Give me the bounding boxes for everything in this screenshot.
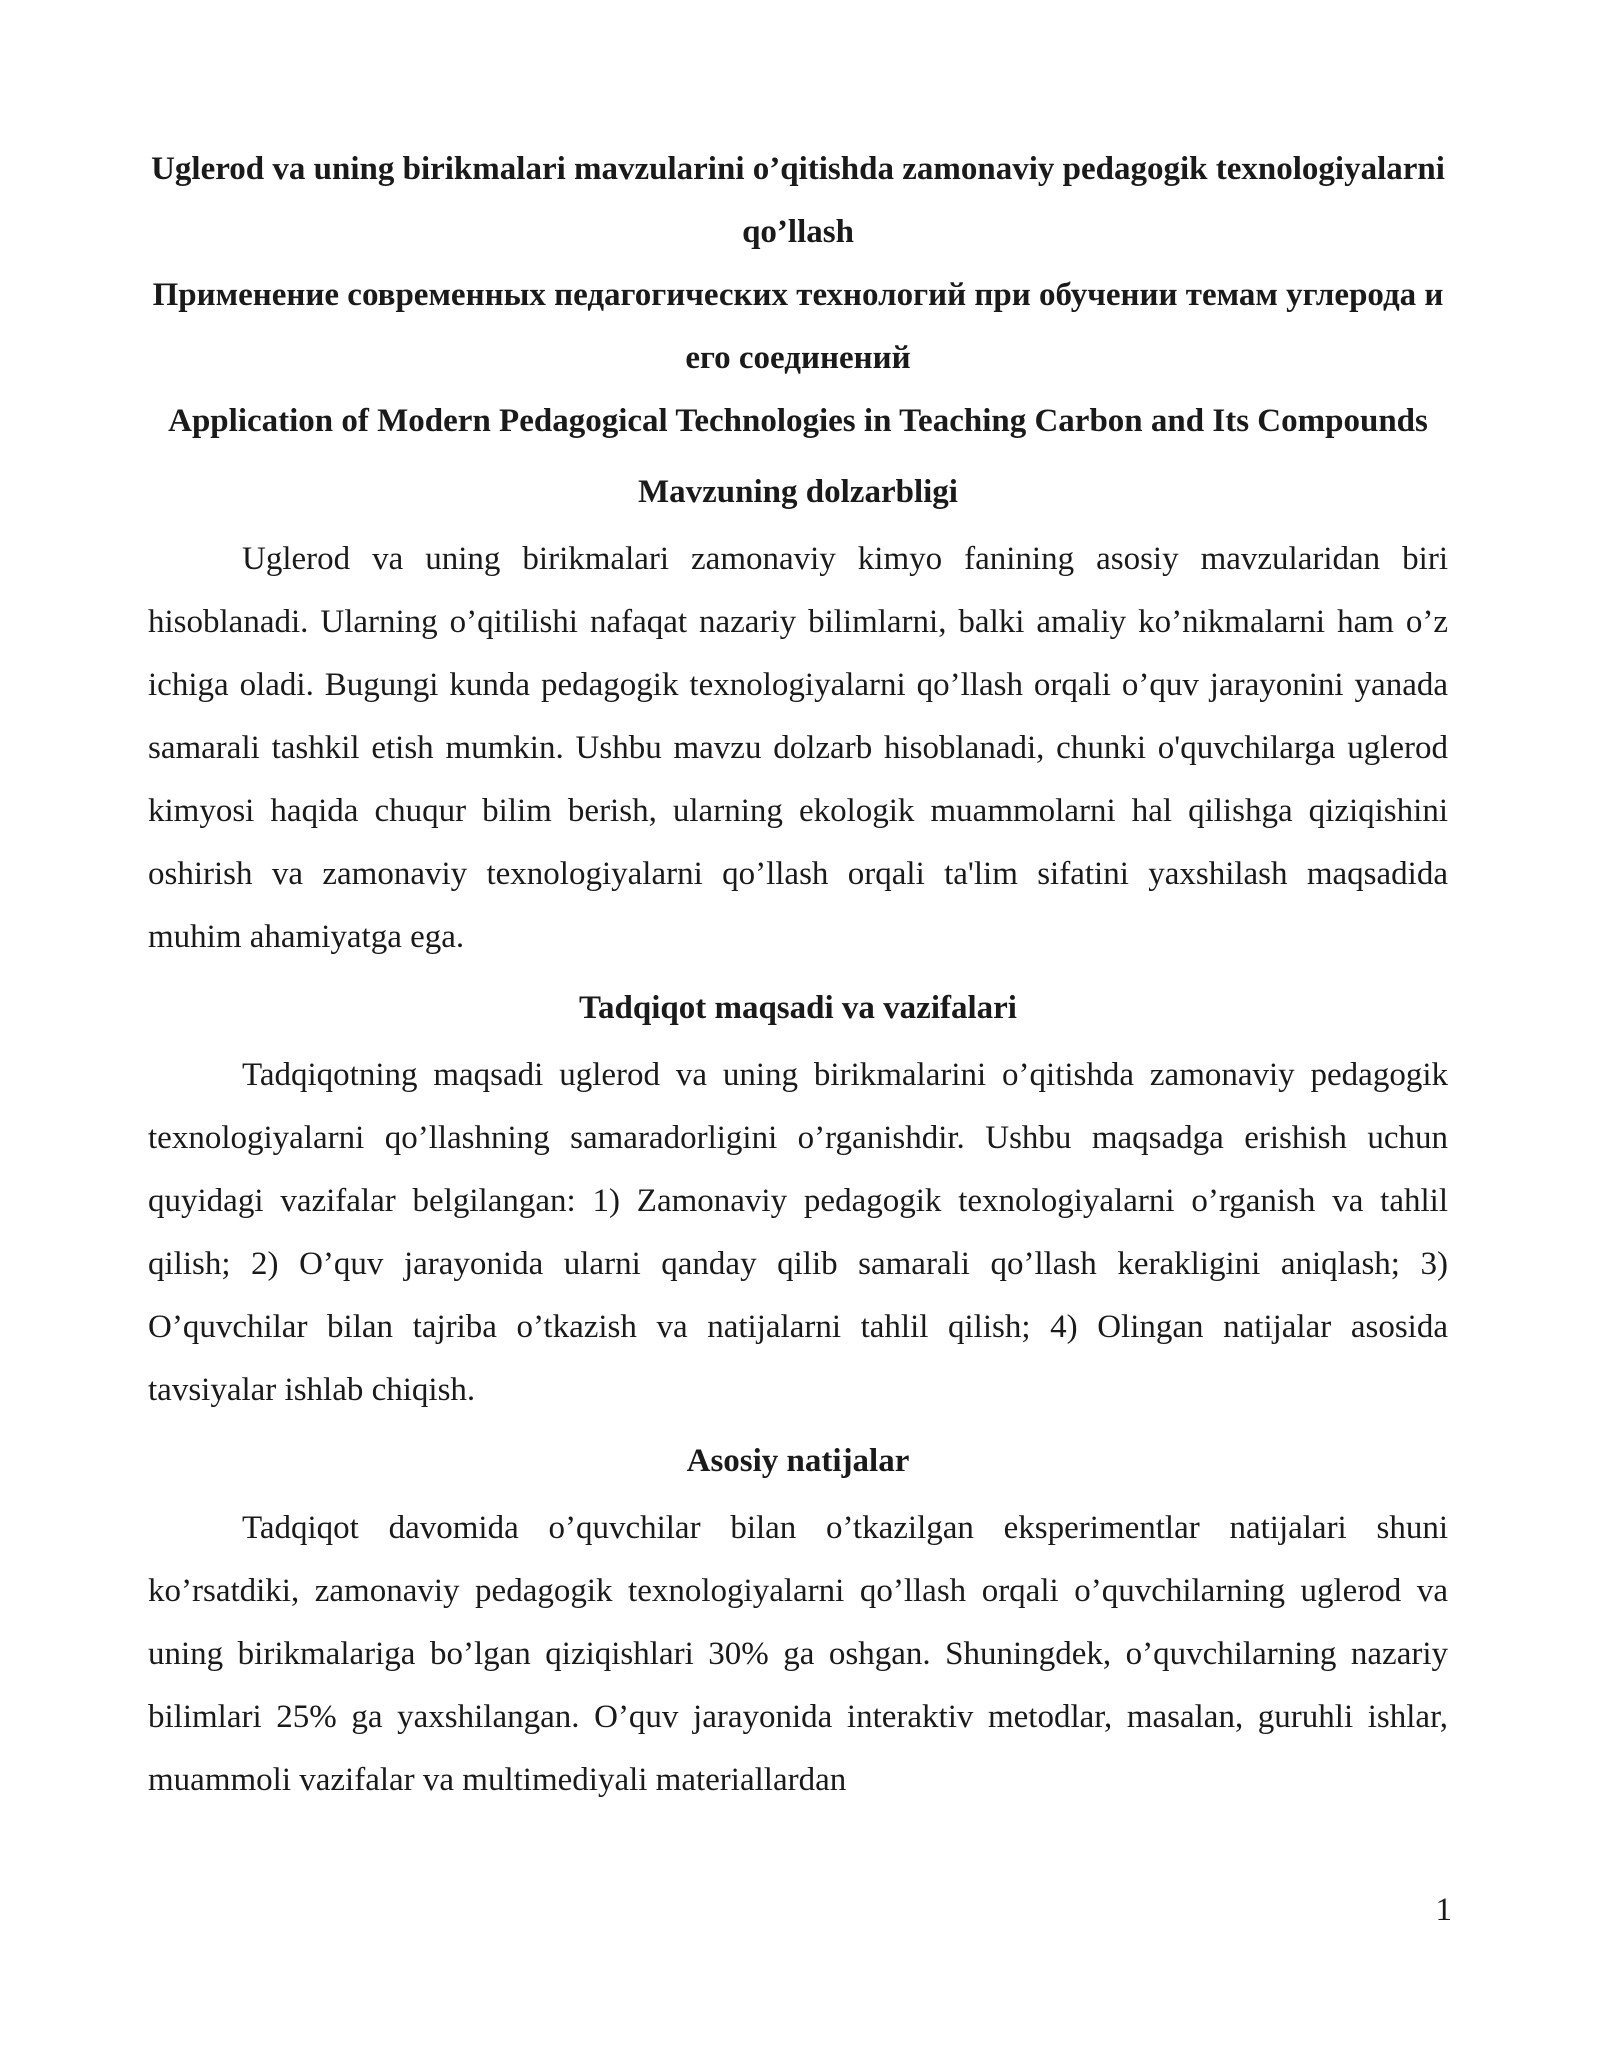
title-uzbek: Uglerod va uning birikmalari mavzularini o’qitishda zamonaviy pedagogik texnologiyalarni qo’llash bbox=[151, 151, 1445, 250]
title-russian: Применение современных педагогических технологий при обучении темам углерода и его соединений bbox=[152, 277, 1444, 376]
section-paragraph-goals: Tadqiqotning maqsadi uglerod va uning birikmalarini o’qitishda zamonaviy pedagogik texnologiyalarni qo’llashning samaradorligini o’rganishdir. Ushbu maqsadga erishish uchun quyidagi vazifalar belgilangan: 1) Zamonaviy pedagogik texnologiyalarni o’rganish va tahlil qilish; 2) O’quv jarayonida ularni qanday qilib samarali qo’llash kerakligini aniqlash; 3) O’quvchilar bilan tajriba o’tkazish va natijalarni tahlil qilish; 4) Olingan natijalar asosida tavsiyalar ishlab chiqish. bbox=[148, 1057, 1448, 1408]
title-english: Application of Modern Pedagogical Technologies in Teaching Carbon and Its Compounds bbox=[168, 403, 1428, 439]
section-heading-relevance: Mavzuning dolzarbligi bbox=[638, 474, 958, 510]
section-heading-goals: Tadqiqot maqsadi va vazifalari bbox=[579, 990, 1017, 1026]
page-number: 1 bbox=[1435, 1892, 1452, 1928]
title-block bbox=[148, 138, 1448, 453]
section-heading-results: Asosiy natijalar bbox=[686, 1443, 910, 1479]
document-page bbox=[148, 138, 1448, 1812]
section-paragraph-relevance: Uglerod va uning birikmalari zamonaviy kimyo fanining asosiy mavzularidan biri hisoblanadi. Ularning o’qitilishi nafaqat nazariy bilimlarni, balki amaliy ko’nikmalarni ham o’z ichiga oladi. Bugungi kunda pedagogik texnologiyalarni qo’llash orqali o’quv jarayonini yanada samarali tashkil etish mumkin. Ushbu mavzu dolzarb hisoblanadi, chunki o'quvchilarga uglerod kimyosi haqida chuqur bilim berish, ularning ekologik muammolarni hal qilishga qiziqishini oshirish va zamonaviy texnologiyalarni qo’llash orqali ta'lim sifatini yaxshilash maqsadida muhim ahamiyatga ega. bbox=[148, 541, 1448, 955]
section-paragraph-results: Tadqiqot davomida o’quvchilar bilan o’tkazilgan eksperimentlar natijalari shuni ko’rsatdiki, zamonaviy pedagogik texnologiyalarni qo’llash orqali o’quvchilarning uglerod va uning birikmalariga bo’lgan qiziqishlari 30% ga oshgan. Shuningdek, o’quvchilarning nazariy bilimlari 25% ga yaxshilangan. O’quv jarayonida interaktiv metodlar, masalan, guruhli ishlar, muammoli vazifalar va multimediyali materiallardan bbox=[148, 1510, 1448, 1798]
